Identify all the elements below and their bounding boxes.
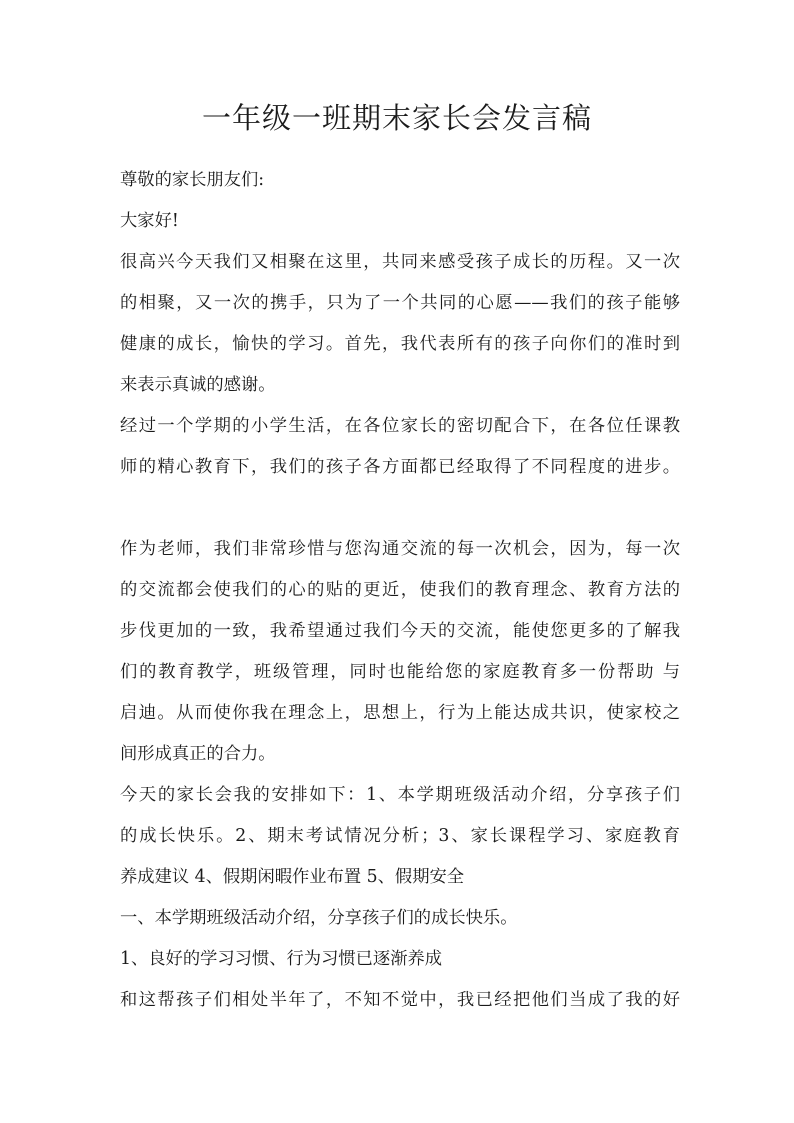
paragraph-line: 步伐更加的一致，我希望通过我们今天的交流，能使您更多的了解我 — [120, 621, 680, 641]
paragraph-line: 师的精心教育下，我们的孩子各方面都已经取得了不同程度的进步。 — [120, 457, 680, 477]
paragraph-line: 的成长快乐。2、期末考试情况分析；3、家长课程学习、家庭教育 — [120, 826, 680, 846]
document-body — [120, 160, 680, 1021]
section-heading: 一、本学期班级活动介绍，分享孩子们的成长快乐。 — [120, 908, 518, 928]
paragraph-line: 的交流都会使我们的心的贴的更近，使我们的教育理念、教育方法的 — [120, 580, 680, 600]
paragraph-line: 健康的成长，愉快的学习。首先，我代表所有的孩子向你们的准时到 — [120, 334, 680, 354]
paragraph-line: 来表示真诚的感谢。 — [120, 375, 276, 395]
document-title: 一年级一班期末家长会发言稿 — [201, 101, 592, 135]
blank-line — [120, 488, 680, 529]
paragraph-line: 很高兴今天我们又相聚在这里，共同来感受孩子成长的历程。又一次 — [120, 252, 680, 272]
paragraph-line: 今天的家长会我的安排如下：1、本学期班级活动介绍，分享孩子们 — [120, 785, 680, 805]
subsection-heading: 1、良好的学习习惯、行为习惯已逐渐养成 — [120, 949, 443, 969]
paragraph-line: 间形成真正的合力。 — [120, 744, 276, 764]
paragraph-line: 经过一个学期的小学生活，在各位家长的密切配合下，在各位任课教 — [120, 416, 680, 436]
hello-line: 大家好! — [120, 211, 179, 231]
greeting-line: 尊敬的家长朋友们: — [120, 170, 265, 190]
paragraph-line: 的相聚，又一次的携手，只为了一个共同的心愿——我们的孩子能够 — [120, 293, 680, 313]
paragraph-line: 作为老师，我们非常珍惜与您沟通交流的每一次机会，因为，每一次 — [120, 539, 680, 559]
paragraph-line: 启迪。从而使你我在理念上，思想上，行为上能达成共识，使家校之 — [120, 703, 680, 723]
paragraph-line: 们的教育教学，班级管理，同时也能给您的家庭教育多一份帮助 与 — [120, 662, 680, 682]
paragraph-line: 和这帮孩子们相处半年了，不知不觉中，我已经把他们当成了我的好 — [120, 990, 680, 1010]
paragraph-line: 养成建议 4、假期闲暇作业布置 5、假期安全 — [120, 867, 465, 887]
